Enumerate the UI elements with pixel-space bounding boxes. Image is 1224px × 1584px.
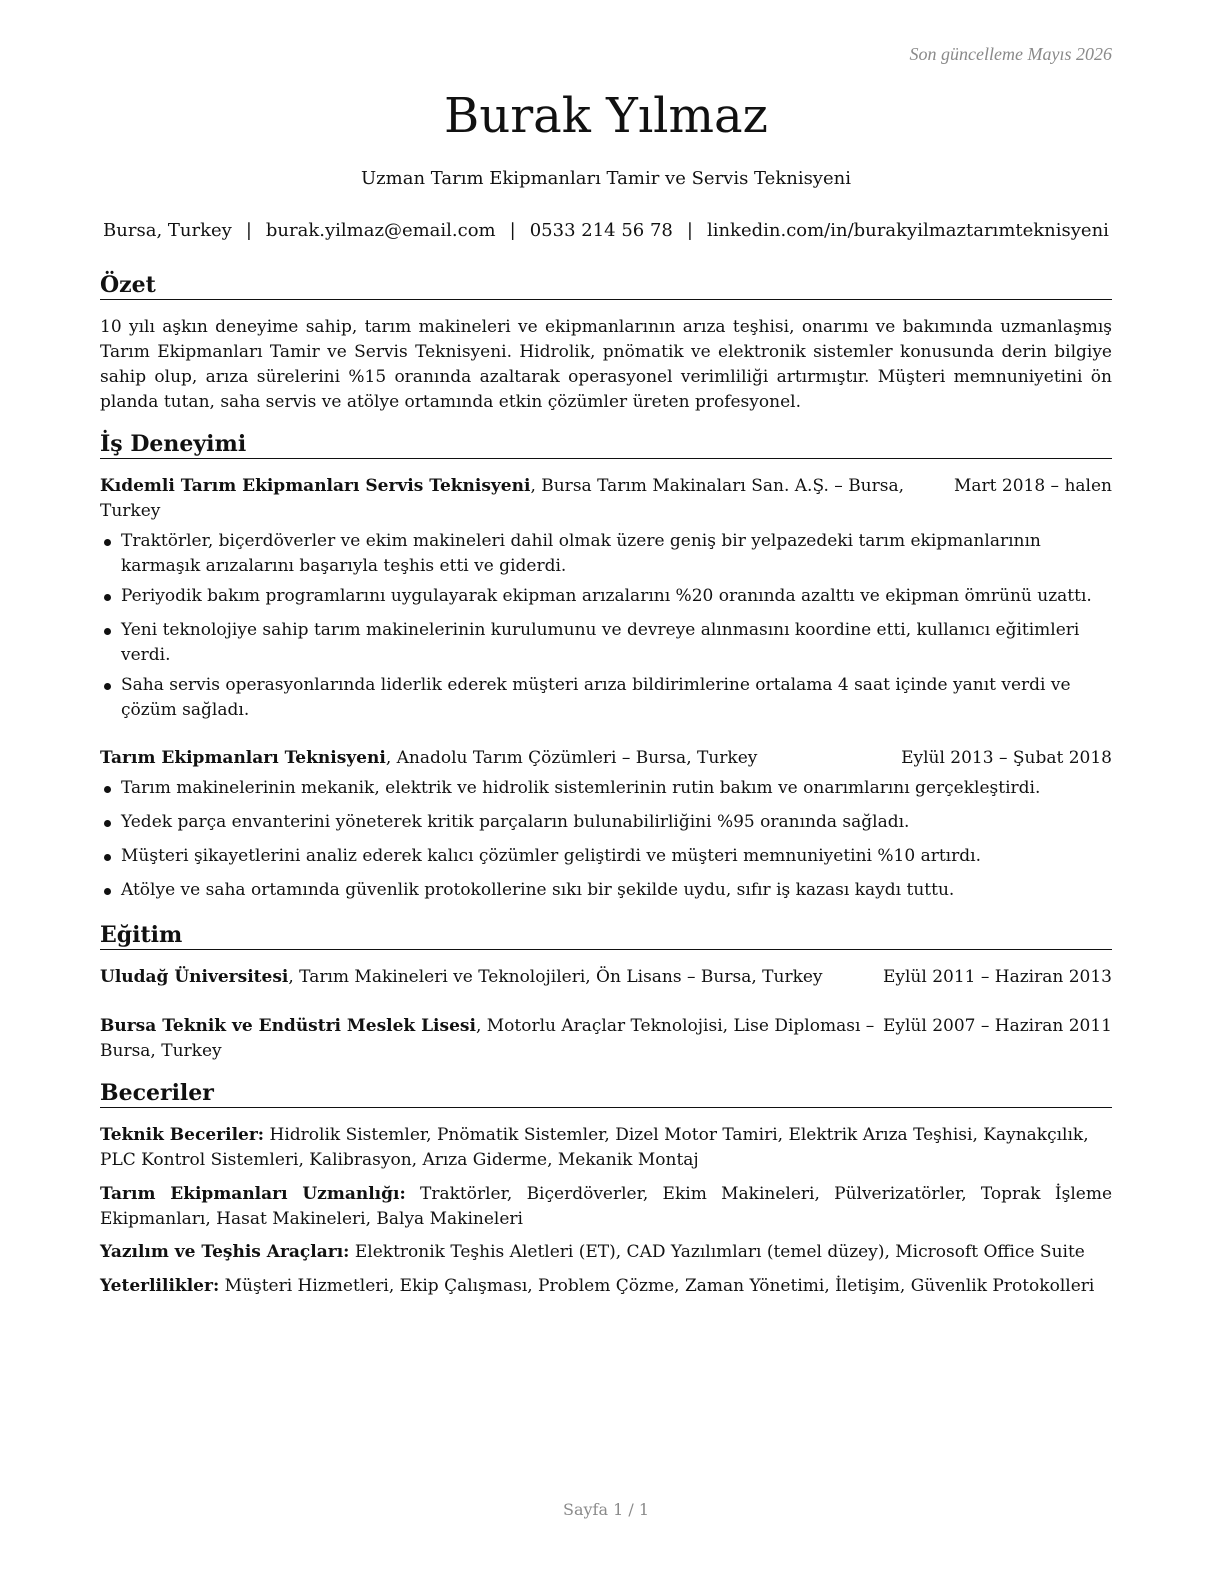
job-company-cont: Turkey — [100, 501, 161, 521]
section-heading-summary: Özet — [100, 271, 1112, 300]
skill-group-value: Traktörler, Biçerdöverler, Ekim Makineleri, Pülverizatörler, Toprak İşleme Ekipmanları, Hasat Makineleri, Balya Makineleri — [100, 1184, 1112, 1229]
school-detail: , Tarım Makineleri ve Teknolojileri, Ön Lisans – Bursa, Turkey — [288, 967, 823, 987]
skill-group-value: Müşteri Hizmetleri, Ekip Çalışması, Problem Çözme, Zaman Yönetimi, İletişim, Güvenlik Protokolleri — [219, 1276, 1095, 1296]
page-number: Sayfa 1 / 1 — [562, 1500, 649, 1519]
skill-group-label: Tarım Ekipmanları Uzmanlığı: — [100, 1184, 406, 1204]
job-company: , Bursa Tarım Makinaları San. A.Ş. – Bursa, — [530, 476, 905, 496]
candidate-name: Burak Yılmaz — [444, 88, 768, 144]
last-updated-note: Son güncelleme Mayıs 2026 — [909, 44, 1112, 64]
contact-separator: | — [686, 220, 693, 241]
school-detail-cont: Bursa, Turkey — [100, 1041, 222, 1061]
job-title: Tarım Ekipmanları Teknisyeni — [100, 748, 386, 768]
job-header — [100, 746, 1112, 771]
contact-email[interactable]: burak.yilmaz@email.com — [265, 220, 496, 241]
education-dates: Eylül 2007 – Haziran 2011 — [882, 1016, 1112, 1036]
summary-text: 10 yılı aşkın deneyime sahip, tarım makineleri ve ekipmanlarının arıza teşhisi, onarımı ve bakımında uzmanlaşmış Tarım Ekipmanları Tamir ve Servis Teknisyeni. Hidrolik, pnömatik ve elektronik sistemler konusunda derin bilgiye sahip olup, arıza sürelerini %15 oranında azaltarak operasyonel verimliliği artırmıştır. Müşteri memnuniyetini ön planda tutan, saha servis ve atölye ortamında etkin çözümler üreten profesyonel. — [100, 317, 1112, 412]
skill-group-label: Yazılım ve Teşhis Araçları: — [100, 1242, 350, 1262]
skill-group — [100, 1182, 1112, 1232]
skill-group — [100, 1274, 1112, 1299]
education-dates: Eylül 2011 – Haziran 2013 — [882, 967, 1112, 987]
contact-location: Bursa, Turkey — [103, 220, 232, 241]
job-dates: Mart 2018 – halen — [953, 476, 1112, 496]
section-heading-experience: İş Deneyimi — [100, 430, 1112, 459]
skill-group — [100, 1240, 1112, 1265]
bullet-item: Yedek parça envanterini yöneterek kritik parçaların bulunabilirliğini %95 oranında sağladı. — [100, 810, 1112, 835]
school-name: Uludağ Üniversitesi — [100, 967, 289, 987]
resume-page — [100, 0, 1112, 1584]
bullet-item: Yeni teknolojiye sahip tarım makinelerinin kurulumunu ve devreye alınmasını koordine etti, kullanıcı eğitimleri verdi. — [100, 618, 1112, 668]
section-heading-education: Eğitim — [100, 921, 1112, 950]
bullet-item: Müşteri şikayetlerini analiz ederek kalıcı çözümler geliştirdi ve müşteri memnuniyetini %10 artırdı. — [100, 844, 1112, 869]
skill-group-label: Yeterlilikler: — [100, 1276, 220, 1296]
school-name: Bursa Teknik ve Endüstri Meslek Lisesi — [100, 1016, 476, 1036]
skill-group-label: Teknik Beceriler: — [100, 1125, 265, 1145]
candidate-title: Uzman Tarım Ekipmanları Tamir ve Servis Teknisyeni — [361, 168, 851, 189]
bullet-item: Traktörler, biçerdöverler ve ekim makineleri dahil olmak üzere geniş bir yelpazedeki tarım ekipmanlarının karmaşık arızalarını başarıyla teşhis etti ve giderdi. — [100, 529, 1112, 579]
contact-separator: | — [245, 220, 252, 241]
bullet-item: Periyodik bakım programlarını uygulayarak ekipman arızalarını %20 oranında azalttı ve ekipman ömrünü uzattı. — [100, 584, 1112, 609]
skill-group-value: Hidrolik Sistemler, Pnömatik Sistemler, Dizel Motor Tamiri, Elektrik Arıza Teşhisi, Kaynakçılık, PLC Kontrol Sistemleri, Kalibrasyon, Arıza Giderme, Mekanik Montaj — [100, 1125, 1089, 1170]
job-company: , Anadolu Tarım Çözümleri – Bursa, Turkey — [385, 748, 758, 768]
contact-line — [100, 219, 1112, 243]
skill-group — [100, 1123, 1112, 1173]
job-header — [100, 474, 1112, 524]
school-detail: , Motorlu Araçlar Teknolojisi, Lise Diploması – — [475, 1016, 875, 1036]
bullet-item: Saha servis operasyonlarında liderlik ederek müşteri arıza bildirimlerine ortalama 4 saat içinde yanıt verdi ve çözüm sağladı. — [100, 673, 1112, 723]
education-entry — [100, 1014, 1112, 1064]
job-title: Kıdemli Tarım Ekipmanları Servis Teknisyeni — [100, 476, 531, 496]
job-bullets — [100, 776, 1112, 903]
education-entry — [100, 965, 1112, 990]
contact-linkedin[interactable]: linkedin.com/in/burakyilmaztarımteknisyeni — [706, 220, 1109, 241]
skill-group-value: Elektronik Teşhis Aletleri (ET), CAD Yazılımları (temel düzey), Microsoft Office Suite — [349, 1242, 1085, 1262]
job-bullets — [100, 529, 1112, 723]
contact-separator: | — [509, 220, 516, 241]
section-heading-skills: Beceriler — [100, 1079, 1112, 1108]
job-dates: Eylül 2013 – Şubat 2018 — [901, 748, 1112, 768]
bullet-item: Tarım makinelerinin mekanik, elektrik ve hidrolik sistemlerinin rutin bakım ve onarımlarını gerçekleştirdi. — [100, 776, 1112, 801]
contact-phone: 0533 214 56 78 — [529, 220, 673, 241]
bullet-item: Atölye ve saha ortamında güvenlik protokollerine sıkı bir şekilde uydu, sıfır iş kazası kaydı tuttu. — [100, 878, 1112, 903]
